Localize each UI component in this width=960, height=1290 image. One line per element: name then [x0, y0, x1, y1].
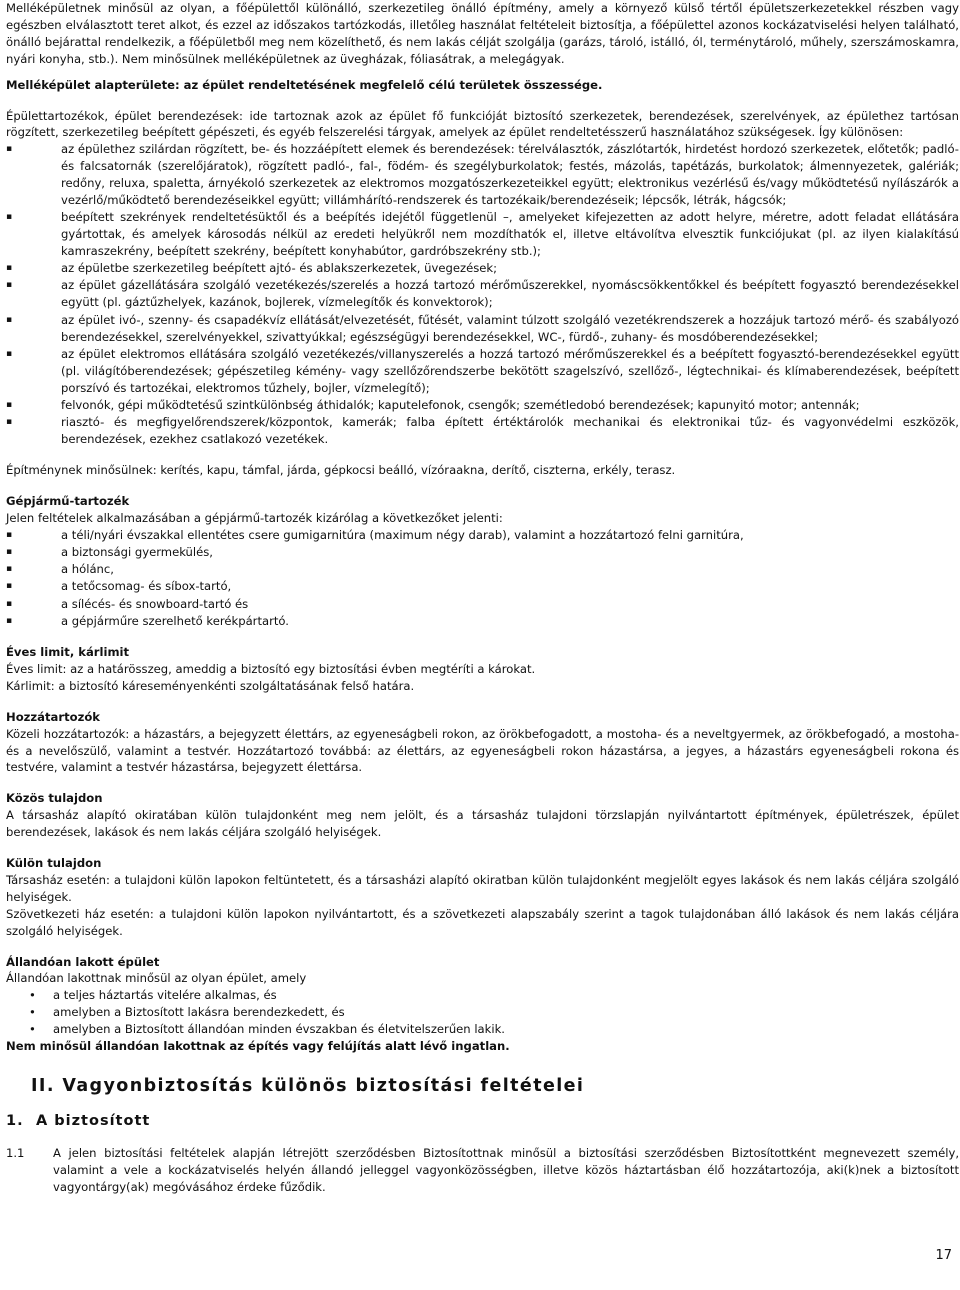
- epulettartozek-list: [6, 141, 959, 447]
- gepjarmu-list: [6, 527, 959, 630]
- limit-eves: Éves limit: az a határösszeg, ameddig a biztosító egy biztosítási évben megtéríti a károkat.: [6, 661, 536, 676]
- mellekepulet-alapterulet: Melléképület alapterülete: az épület rendeltetésének megfelelő célú területek összessége.: [6, 77, 603, 92]
- list-item: • a teljes háztartás vitelére alkalmas, és: [6, 987, 959, 1004]
- list-item: ▪ a gépjárműre szerelhető kerékpártartó.: [6, 613, 959, 630]
- epitmeny-definition: Építménynek minősülnek: kerítés, kapu, támfal, járda, gépkocsi beálló, vízóraakna, derítő, ciszterna, erkély, terasz.: [6, 463, 676, 478]
- list-item: ▪ az épület elektromos ellátására szolgáló vezetékezés/villanyszerelés a hozzá tartozó mérőműszerekkel és a beépített fogyasztó-berendezésekkel együtt (pl. világítóberendezések; gépészetileg kémény- vagy szellőzőrendszerbe bekötött szagelszívó, szellőző-, légtechnikai- és klímaberendezések, beépített porszívó és tartozékai, elektromos tűzhely, bojler, vízmelegítő);: [6, 346, 959, 397]
- subsection-title: A biztosított: [36, 1113, 151, 1129]
- subsection-number: 1.: [6, 1113, 24, 1129]
- allandoan-lakott-note: Nem minősül állandóan lakottnak az építés vagy felújítás alatt lévő ingatlan.: [6, 1039, 510, 1054]
- kulon-tulajdon-szovetkezeti: Szövetkezeti ház esetén: a tulajdoni külön lapokon nyilvántartott, és a szövetkezeti alapszabály szerint a tagok tulajdonában álló lakások és nem lakás céljára szolgáló helyiségek.: [6, 906, 959, 938]
- gepjarmu-heading: Gépjármű-tartozék: [6, 493, 130, 508]
- gepjarmu-intro: Jelen feltételek alkalmazásában a gépjármű-tartozék kizárólag a következőket jelenti:: [6, 510, 503, 525]
- limit-kar: Kárlimit: a biztosító káreseményenkénti szolgáltatásának felső határa.: [6, 678, 415, 693]
- list-item: ▪ a hólánc,: [6, 561, 959, 578]
- paragraph-number: 1.1: [6, 1146, 25, 1160]
- kozos-tulajdon-heading: Közös tulajdon: [6, 791, 103, 806]
- list-item: ▪ a sílécés- és snowboard-tartó és: [6, 596, 959, 613]
- paragraph-1-1: [6, 1145, 959, 1196]
- kulon-tulajdon-heading: Külön tulajdon: [6, 856, 102, 871]
- list-item: ▪ az épülethez szilárdan rögzített, be- és hozzáépített elemek és berendezések: térelválasztók, zászlótartók, hirdetést hordozó szerkezetek, előtetők; padló- és falcsatornák (szerelőjáratok), rögzített padló-, fal-, födém- és szegélyburkolatok; festés, mázolás, tapétázás, burkolatok; álmennyezetek, galériák; redőny, reluxa, spaletta, árnyékoló szerkezetek az elektromos mozgatószerkezeteikkel együtt; elektronikus vezérlésű és/vagy működtetésű nyílászárók a vezérlő/működtető berendezéseikkel együtt; villámhárító-rendszerek és tartozékaik/berendezéseik; lépcsők, létrák, hágcsók;: [6, 141, 959, 209]
- list-item: ▪ az épület gázellátására szolgáló vezetékezés/szerelés a hozzá tartozó mérőműszerekkel, nyomáscsökkentőkkel és beépített fogyasztó berendezésekkel együtt (pl. gáztűzhelyek, kazánok, bojlerek, vízmelegítők és konvektorok);: [6, 277, 959, 311]
- list-item: ▪ az épület ivó-, szenny- és csapadékvíz ellátását/elvezetését, fűtését, valamint túlzott szolgáló vezetékrendszerek a hozzájuk tartozó mérő- és szabályozó berendezésekkel, szerelvényekkel, szivattyúkkal; egészségügyi berendezésekkel, WC-, fürdő-, zuhany- és mosdóberendezésekkel;: [6, 312, 959, 346]
- list-item: ▪ riasztó- és megfigyelőrendszerek/központok, kamerák; falba épített értéktárolók mechanikai és elektronikai tűz- és vagyonvédelmi eszközök, berendezések, ezekhez csatlakozó vezetékek.: [6, 414, 959, 448]
- epulettartozek-intro: Épülettartozékok, épület berendezések: ide tartoznak azok az épület fő funkcióját biztosító szerkezetek, berendezések, szerelvények, az épülethez tartósan rögzített, szerkezetileg beépített gépészeti, és egyéb felszerelési tárgyak, amelyek az épület rendeltetésszerű használatához szükségesek. Így különösen:: [6, 108, 959, 140]
- allandoan-lakott-list: [6, 987, 959, 1038]
- allandoan-lakott-heading: Állandóan lakott épület: [6, 954, 160, 969]
- mellekepulet-definition: Melléképületnek minősül az olyan, a főépülettől különálló, szerkezetileg önálló építmény, amely a környező külső tértől épületszerkezetekkel részben vagy egészben elválasztott teret alkot, és ezzel az időszakos tartózkodás, illetőleg használat feltételeit biztosítja, a főépülettel azonos kockázatviselési helyen található, önálló bejárattal rendelkezik, a főépületből meg nem közelíthető, és nem lakás célját szolgálja (garázs, tároló, istálló, ól, terménytároló, műhely, szerszámoskamra, nyári konyha, stb.). Nem minősülnek melléképületnek az üvegházak, fóliasátrak, a melegágyak.: [6, 1, 959, 66]
- hozzatartozok-heading: Hozzátartozók: [6, 709, 101, 724]
- list-item: ▪ a téli/nyári évszakkal ellentétes csere gumigarnitúra (maximum négy darab), valamint a hozzátartozó felni garnitúra,: [6, 527, 959, 544]
- page-number: 17: [935, 1248, 952, 1263]
- limit-heading: Éves limit, kárlimit: [6, 644, 130, 659]
- list-item: • amelyben a Biztosított állandóan minden évszakban és életvitelszerűen lakik.: [6, 1021, 959, 1038]
- kozos-tulajdon-text: A társasház alapító okiratában külön tulajdonként meg nem jelölt, és a társasház tulajdoni törzslapján nyilvántartott építmények, épületrészek, épület berendezések, lakások és nem lakás céljára szolgáló helyiségek.: [6, 808, 959, 840]
- section-heading: II. Vagyonbiztosítás különös biztosítási feltételei: [31, 1076, 585, 1096]
- subsection-heading: [6, 1111, 959, 1131]
- list-item: ▪ az épületbe szerkezetileg beépített ajtó- és ablakszerkezetek, üvegezések;: [6, 260, 959, 277]
- list-item: ▪ beépített szekrények rendeltetésüktől és a beépítés idejétől függetlenül –, amelyeket kifejezetten az adott helyre, méretre, adott feladat ellátására gyártottak, és amelyek károsodás nélkül az eredeti helyükről nem mozdíthatók el, illetve eltávolítva elvesztik funkciójukat (pl. az ilyen kialakítású kamraszekrény, beépített szekrény, beépített konyhabútor, gardróbszekrény stb.);: [6, 209, 959, 260]
- list-item: ▪ a tetőcsomag- és síbox-tartó,: [6, 578, 959, 595]
- hozzatartozok-text: Közeli hozzátartozók: a házastárs, a bejegyzett élettárs, az egyeneságbeli rokon, az örökbefogadott, a mostoha- és a neveltgyermek, az örökbefogadó, a mostoha- és a nevelőszülő, valamint a testvér. Hozzátartozó továbbá: az élettárs, az egyeneságbeli rokon házastársa, a jegyes, a házastárs egyeneságbeli rokona és testvére, valamint a testvér házastársa, bejegyzett élettársa.: [6, 726, 959, 775]
- list-item: ▪ a biztonsági gyermekülés,: [6, 544, 959, 561]
- list-item: • amelyben a Biztosított lakásra berendezkedett, és: [6, 1004, 959, 1021]
- list-item: ▪ felvonók, gépi működtetésű szintkülönbség áthidalók; kaputelefonok, csengők; szemétledobó berendezések; kapunyitó motor; antennák;: [6, 397, 959, 414]
- paragraph-text: A jelen biztosítási feltételek alapján létrejött szerződésben Biztosítottnak minősül a biztosítási szerződésben Biztosítottként megnevezett személy, valamint a vele a kockázatviselés helyén állandó jelleggel vagyonközösségben, illetve közös háztartásban élő hozzátartozója, aki(k)nek a biztosított vagyontárgy(ak) megóvásához érdeke fűződik.: [53, 1146, 959, 1194]
- kulon-tulajdon-tarsashaz: Társasház esetén: a tulajdoni külön lapokon feltüntetett, és a társasházi alapító okiratban külön tulajdonként megjelölt egyes lakások és nem lakás céljára szolgáló helyiségek.: [6, 872, 959, 904]
- allandoan-lakott-intro: Állandóan lakottnak minősül az olyan épület, amely: [6, 971, 307, 986]
- document-page: [6, 0, 959, 1196]
